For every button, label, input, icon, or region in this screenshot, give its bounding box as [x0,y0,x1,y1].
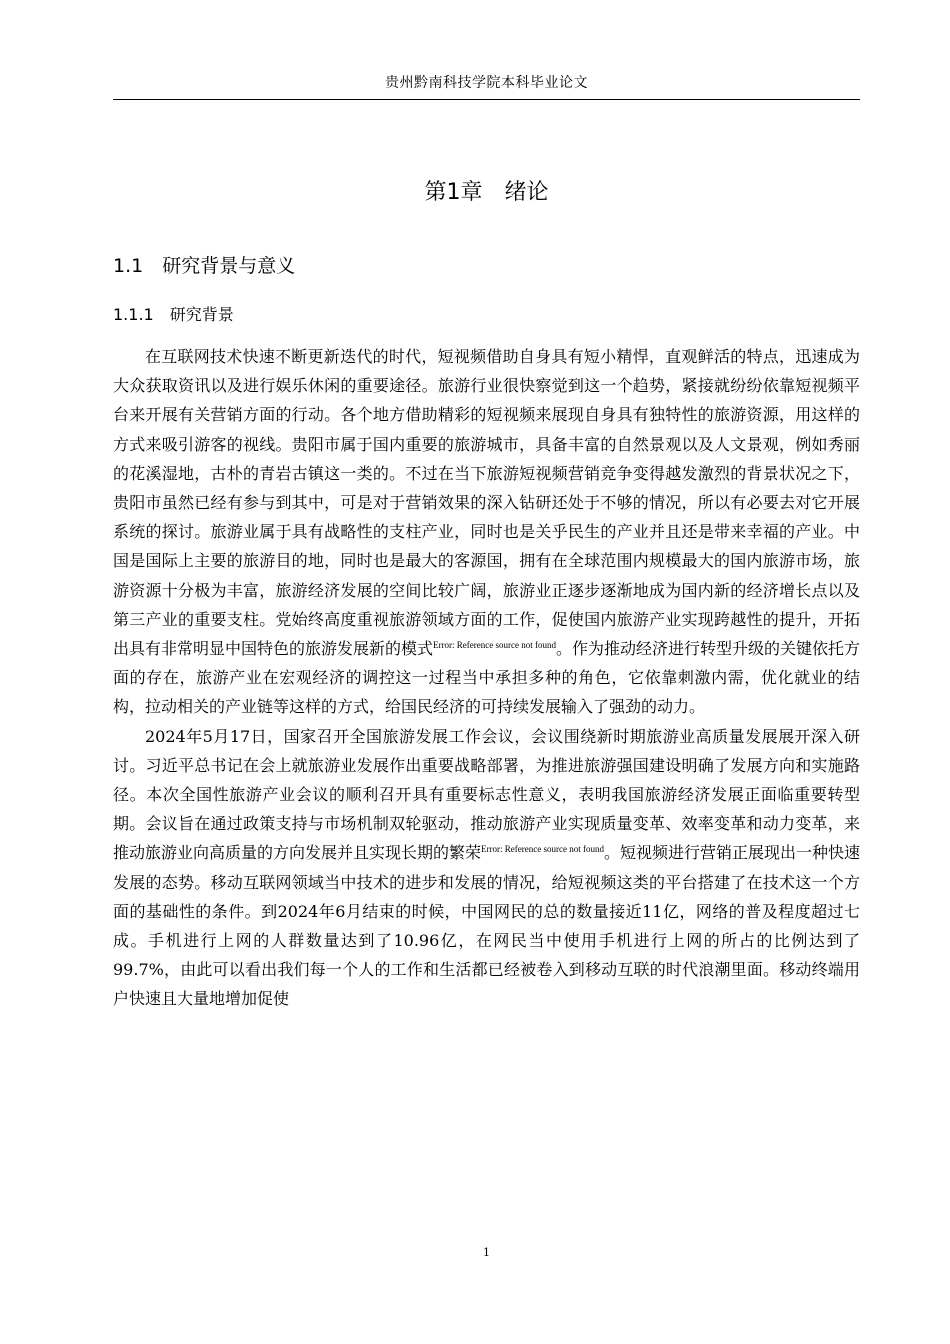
running-header: 贵州黔南科技学院本科毕业论文 [385,75,588,91]
paragraph-2 [113,722,860,1014]
paragraph-2-text-a: 2024年5月17日，国家召开全国旅游发展工作会议，会议围绕新时期旅游业高质量发展展开深入研讨。习近平总书记在会上就旅游业发展作出重要战略部署，为推进旅游强国建设明确了发展方向和实施路径。本次全国性旅游产业会议的顺利召开具有重要标志性意义，表明我国旅游经济发展正面临重要转型期。会议旨在通过政策支持与市场机制双轮驱动，推动旅游产业实现质量变革、效率变革和动力变革，来推动旅游业向高质量的方向发展并且实现长期的繁荣 [113,726,860,863]
header-rule [113,99,860,100]
body-text [113,342,860,1014]
subsection-title: 1.1.1 研究背景 [113,305,234,324]
paragraph-1-text-a: 在互联网技术快速不断更新迭代的时代，短视频借助自身具有短小精悍，直观鲜活的特点，迅速成为大众获取资讯以及进行娱乐休闲的重要途径。旅游行业很快察觉到这一个趋势，紧接就纷纷依靠短视频平台来开展有关营销方面的行动。各个地方借助精彩的短视频来展现自身具有独特性的旅游资源，用这样的方式来吸引游客的视线。贵阳市属于国内重要的旅游城市，具备丰富的自然景观以及人文景观，例如秀丽的花溪湿地，古朴的青岩古镇这一类的。不过在当下旅游短视频营销竞争变得越发激烈的背景状况之下，贵阳市虽然已经有参与到其中，可是对于营销效果的深入钻研还处于不够的情况，所以有必要去对它开展系统的探讨。旅游业属于具有战略性的支柱产业，同时也是关乎民生的产业并且还是带来幸福的产业。中国是国际上主要的旅游目的地，同时也是最大的客源国，拥有在全球范围内规模最大的国内旅游市场，旅游资源十分极为丰富，旅游经济发展的空间比较广阔，旅游业正逐步逐渐地成为国内新的经济增长点以及第三产业的重要支柱。党始终高度重视旅游领域方面的工作，促使国内旅游产业实现跨越性的提升，开拓出具有非常明显中国特色的旅游发展新的模式 [113,347,860,659]
reference-error-marker: Error: Reference source not found [481,844,604,855]
reference-error-marker: Error: Reference source not found [433,640,556,651]
section-title: 1.1 研究背景与意义 [113,255,296,277]
paragraph-1 [113,342,860,722]
page-number: 1 [483,1246,490,1259]
chapter-title: 第1章 绪论 [424,180,549,205]
paragraph-2-text-b: 。短视频进行营销正展现出一种快速发展的态势。移动互联网领域当中技术的进步和发展的情况，给短视频这类的平台搭建了在技术这一个方面的基础性的条件。到2024年6月结束的时候，中国网民的总的数量接近11亿，网络的普及程度超过七成。手机进行上网的人群数量达到了10.96亿，在网民当中使用手机进行上网的所占的比例达到了99.7%，由此可以看出我们每一个人的工作和生活都已经被卷入到移动互联的时代浪潮里面。移动终端用户快速且大量地增加促使 [113,843,860,1009]
paragraph-1-text-b: 。作为推动经济进行转型升级的关键依托方面的存在，旅游产业在宏观经济的调控这一过程当中承担多种的角色，它依靠刺激内需，优化就业的结构，拉动相关的产业链等这样的方式，给国民经济的可持续发展输入了强劲的动力。 [113,639,860,717]
